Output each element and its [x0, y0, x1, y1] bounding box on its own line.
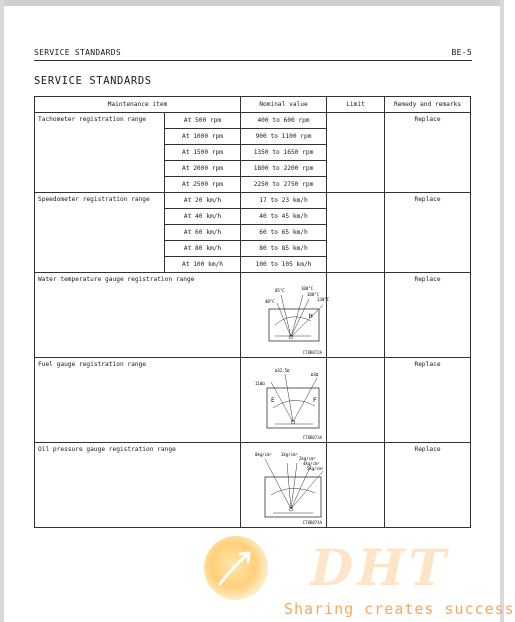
- table-row: [35, 273, 471, 358]
- item-cell: Water temperature gauge registration range: [35, 273, 241, 358]
- condition-cell: At 80 km/h: [165, 241, 241, 257]
- gauge-label: 100°C: [301, 286, 314, 291]
- condition-cell: At 1500 rpm: [165, 145, 241, 161]
- page-top-edge: [0, 0, 504, 6]
- oil-pressure-gauge-figure: [241, 443, 327, 528]
- gauge-label: 130°C: [317, 297, 330, 302]
- water-temp-gauge-figure: [241, 273, 330, 358]
- gauge-label: 0kg/cm²: [255, 452, 272, 457]
- fuel-gauge-figure: [241, 358, 327, 443]
- limit-cell: [327, 193, 385, 273]
- gauge-label: H: [309, 313, 313, 320]
- gauge-label: F: [313, 397, 317, 404]
- oil-pressure-gauge-diagram: [241, 443, 327, 527]
- column-header: Nominal value: [241, 97, 327, 113]
- condition-cell: At 100 km/h: [165, 257, 241, 273]
- remedy-cell: Replace: [385, 113, 471, 193]
- table-row: [35, 113, 471, 129]
- condition-cell: At 2000 rpm: [165, 161, 241, 177]
- gauge-label: E: [271, 397, 275, 404]
- running-header: [34, 48, 472, 57]
- nominal-cell: 1800 to 2200 rpm: [241, 161, 327, 177]
- item-cell: Tachometer registration range: [35, 113, 165, 193]
- watermark-tagline: Sharing creates success: [284, 600, 515, 618]
- watermark-arrow-icon: [212, 544, 260, 592]
- nominal-cell: 40 to 45 km/h: [241, 209, 327, 225]
- nominal-cell: 60 to 65 km/h: [241, 225, 327, 241]
- figure-code: CT8B073A: [302, 435, 323, 440]
- remedy-cell: Replace: [385, 443, 471, 528]
- item-cell: Fuel gauge registration range: [35, 358, 241, 443]
- table-header-row: [35, 97, 471, 113]
- condition-cell: At 40 km/h: [165, 209, 241, 225]
- nominal-cell: 100 to 105 km/h: [241, 257, 327, 273]
- gauge-label: 108°C: [307, 292, 320, 297]
- table-row: [35, 193, 471, 209]
- header-left-text: SERVICE STANDARDS: [34, 48, 121, 57]
- limit-cell: [327, 273, 385, 358]
- fuel-gauge-diagram: [241, 358, 327, 442]
- nominal-cell: 1350 to 1650 rpm: [241, 145, 327, 161]
- nominal-cell: 900 to 1100 rpm: [241, 129, 327, 145]
- gauge-label: 110Ω: [255, 381, 265, 386]
- remedy-cell: Replace: [385, 273, 471, 358]
- gauge-label: 40°C: [265, 299, 275, 304]
- condition-cell: At 500 rpm: [165, 113, 241, 129]
- gauge-label: 4kg/cm²: [303, 461, 320, 466]
- condition-cell: At 1000 rpm: [165, 129, 241, 145]
- column-header: Maintenance item: [35, 97, 241, 113]
- column-header: Remedy and remarks: [385, 97, 471, 113]
- column-header: Limit: [327, 97, 385, 113]
- gauge-label: 2kg/cm²: [299, 456, 316, 461]
- condition-cell: At 20 km/h: [165, 193, 241, 209]
- condition-cell: At 60 km/h: [165, 225, 241, 241]
- watermark-logo: DHT: [310, 538, 450, 597]
- gauge-label: Ω32.5Ω: [275, 368, 290, 373]
- table-row: [35, 358, 471, 443]
- item-cell: Oil pressure gauge registration range: [35, 443, 241, 528]
- page-left-edge: [0, 0, 4, 622]
- condition-cell: At 2500 rpm: [165, 177, 241, 193]
- service-standards-table: [34, 96, 471, 528]
- figure-code: CT8B074A: [302, 520, 323, 525]
- remedy-cell: Replace: [385, 358, 471, 443]
- gauge-label: 1kg/cm²: [281, 452, 298, 457]
- gauge-label: 85°C: [275, 288, 285, 293]
- nominal-cell: 400 to 600 rpm: [241, 113, 327, 129]
- table-row: [35, 443, 471, 528]
- water-temp-gauge-diagram: [241, 273, 330, 357]
- limit-cell: [327, 443, 385, 528]
- remedy-cell: Replace: [385, 193, 471, 273]
- header-rule: [34, 60, 472, 61]
- limit-cell: [327, 113, 385, 193]
- nominal-cell: 17 to 23 km/h: [241, 193, 327, 209]
- page-title: SERVICE STANDARDS: [34, 75, 152, 87]
- page-number: BE-5: [451, 48, 472, 57]
- item-cell: Speedometer registration range: [35, 193, 165, 273]
- nominal-cell: 2250 to 2750 rpm: [241, 177, 327, 193]
- page-right-edge: [500, 0, 504, 622]
- watermark: [200, 530, 515, 622]
- limit-cell: [327, 358, 385, 443]
- gauge-label: 5kg/cm²: [307, 466, 324, 471]
- figure-code: CT8B072A: [302, 350, 323, 355]
- nominal-cell: 80 to 85 km/h: [241, 241, 327, 257]
- gauge-label: Ω3Ω: [311, 372, 319, 377]
